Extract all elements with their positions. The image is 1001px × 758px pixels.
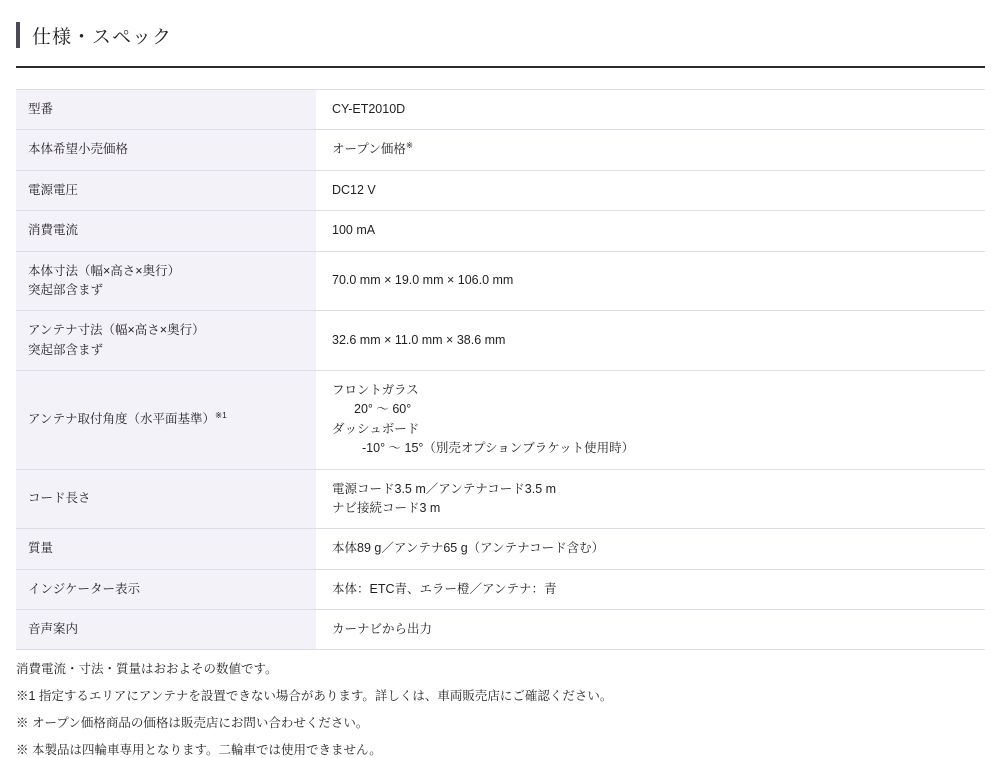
spec-value-text: オープン価格 — [332, 142, 406, 157]
table-row — [16, 130, 985, 170]
spec-label: 消費電流 — [16, 211, 316, 251]
table-row — [16, 251, 985, 311]
spec-value-line1: 電源コード3.5 m／アンテナコード3.5 m — [332, 481, 557, 496]
spec-label-line2: 突起部含まず — [28, 282, 104, 297]
table-row — [16, 170, 985, 210]
spec-page — [0, 14, 1001, 758]
table-row — [16, 569, 985, 609]
spec-value: 70.0 mm × 19.0 mm × 106.0 mm — [316, 251, 985, 311]
spec-value-line1: フロントガラス — [332, 383, 419, 397]
spec-label-line2: 突起部含まず — [28, 342, 104, 357]
spec-label-superscript: ※1 — [215, 409, 227, 420]
spec-label-text: アンテナ取付角度（水平面基準） — [28, 412, 216, 427]
spec-label: 質量 — [16, 529, 316, 569]
footnotes — [16, 662, 985, 758]
spec-label: インジケーター表示 — [16, 569, 316, 609]
spec-label — [16, 311, 316, 371]
specifications-table — [16, 89, 985, 650]
spec-value-line2: ナビ接続コード3 m — [332, 500, 441, 515]
spec-label: 型番 — [16, 90, 316, 130]
spec-value — [316, 371, 985, 470]
spec-value: DC12 V — [316, 170, 985, 210]
spec-value-line4: -10° 〜 15°（別売オプションブラケット使用時） — [362, 441, 635, 456]
spec-value-line2: 20° 〜 60° — [354, 402, 412, 417]
spec-value-superscript: ※ — [405, 140, 414, 151]
spec-value: 32.6 mm × 11.0 mm × 38.6 mm — [316, 311, 985, 371]
spec-value-line3: ダッシュボード — [332, 421, 420, 436]
footnote-item: ※1 指定するエリアにアンテナを設置できない場合があります。詳しくは、車両販売店にご確認ください。 — [16, 689, 613, 704]
spec-value: 本体：ETC青、エラー橙／アンテナ：青 — [316, 569, 985, 609]
header-accent-bar — [16, 22, 20, 48]
table-row — [16, 211, 985, 251]
table-row — [16, 610, 985, 650]
table-row — [16, 90, 985, 130]
spec-value: 本体89 g／アンテナ65 g（アンテナコード含む） — [316, 529, 985, 569]
footnote-item: 消費電流・寸法・質量はおおよその数値です。 — [16, 662, 278, 677]
spec-label: 電源電圧 — [16, 170, 316, 210]
spec-label-line1: 本体寸法（幅×高さ×奥行） — [28, 263, 181, 278]
spec-label — [16, 371, 316, 470]
footnote-item: ※ 本製品は四輪車専用となります。二輪車では使用できません。 — [16, 743, 382, 758]
table-row — [16, 469, 985, 529]
spec-value — [316, 130, 985, 170]
footnote-item: ※ オープン価格商品の価格は販売店にお問い合わせください。 — [16, 716, 369, 731]
spec-label: 音声案内 — [16, 610, 316, 650]
table-row — [16, 371, 985, 470]
spec-label: 本体希望小売価格 — [16, 130, 316, 170]
spec-value: カーナビから出力 — [316, 610, 985, 650]
page-title: 仕様・スペック — [32, 26, 173, 48]
spec-value: CY-ET2010D — [316, 90, 985, 130]
table-row — [16, 311, 985, 371]
spec-label: コード長さ — [16, 469, 316, 529]
spec-value — [316, 469, 985, 529]
spec-label — [16, 251, 316, 311]
spec-label-line1: アンテナ寸法（幅×高さ×奥行） — [28, 323, 205, 338]
page-header — [16, 14, 985, 68]
spec-value: 100 mA — [316, 211, 985, 251]
table-row — [16, 529, 985, 569]
